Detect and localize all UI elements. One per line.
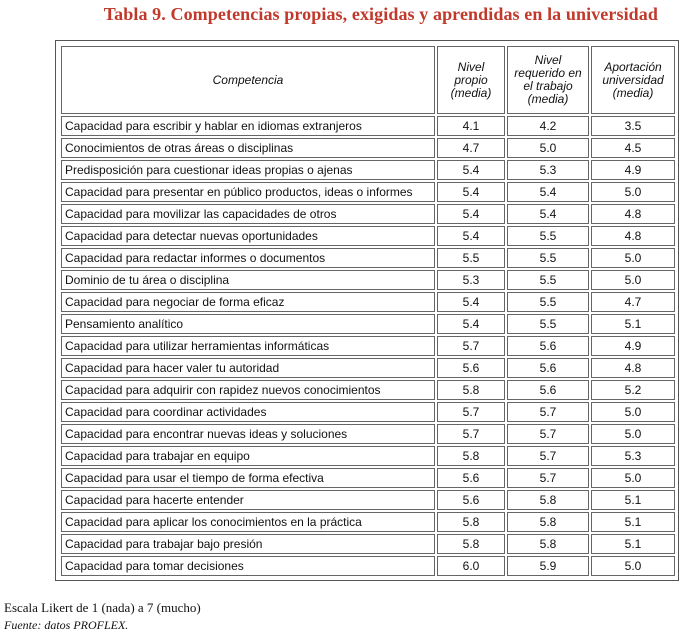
nivel-propio-cell: 4.7: [437, 138, 505, 158]
nivel-propio-cell: 5.4: [437, 182, 505, 202]
nivel-propio-cell: 5.3: [437, 270, 505, 290]
table-row: [61, 248, 675, 268]
table-row: [61, 204, 675, 224]
nivel-propio-cell: 5.6: [437, 468, 505, 488]
nivel-requerido-cell: 5.5: [507, 270, 589, 290]
table-body: [61, 116, 675, 576]
aportacion-cell: 5.0: [591, 424, 675, 444]
nivel-propio-cell: 5.8: [437, 446, 505, 466]
header-nivel-requerido: Nivel requerido en el trabajo (media): [507, 46, 589, 114]
header-aportacion: Aportación universidad (media): [591, 46, 675, 114]
nivel-propio-cell: 5.7: [437, 424, 505, 444]
aportacion-cell: 4.9: [591, 160, 675, 180]
aportacion-cell: 5.2: [591, 380, 675, 400]
nivel-requerido-cell: 5.9: [507, 556, 589, 576]
competencia-cell: Conocimientos de otras áreas o disciplinas: [61, 138, 435, 158]
nivel-propio-cell: 5.4: [437, 226, 505, 246]
competencia-cell: Capacidad para movilizar las capacidades de otros: [61, 204, 435, 224]
table-row: [61, 336, 675, 356]
nivel-requerido-cell: 5.3: [507, 160, 589, 180]
source-note: Fuente: datos PROFLEX.: [4, 618, 129, 632]
competencia-cell: Capacidad para hacerte entender: [61, 490, 435, 510]
nivel-requerido-cell: 5.6: [507, 358, 589, 378]
aportacion-cell: 5.1: [591, 512, 675, 532]
nivel-propio-cell: 5.5: [437, 248, 505, 268]
nivel-requerido-cell: 5.5: [507, 292, 589, 312]
competencia-cell: Capacidad para utilizar herramientas informáticas: [61, 336, 435, 356]
table-row: [61, 182, 675, 202]
nivel-propio-cell: 5.6: [437, 490, 505, 510]
table-row: [61, 314, 675, 334]
table-frame: [55, 40, 679, 581]
nivel-requerido-cell: 5.6: [507, 336, 589, 356]
table-row: [61, 402, 675, 422]
table-row: [61, 292, 675, 312]
aportacion-cell: 5.3: [591, 446, 675, 466]
nivel-requerido-cell: 5.5: [507, 226, 589, 246]
table-row: [61, 358, 675, 378]
competencia-cell: Capacidad para escribir y hablar en idiomas extranjeros: [61, 116, 435, 136]
header-competencia: Competencia: [61, 46, 435, 114]
table-row: [61, 446, 675, 466]
nivel-requerido-cell: 5.5: [507, 248, 589, 268]
table-row: [61, 270, 675, 290]
nivel-requerido-cell: 5.7: [507, 424, 589, 444]
nivel-requerido-cell: 5.4: [507, 204, 589, 224]
competencia-cell: Capacidad para aplicar los conocimientos en la práctica: [61, 512, 435, 532]
table-row: [61, 116, 675, 136]
nivel-propio-cell: 5.4: [437, 204, 505, 224]
likert-footnote: Escala Likert de 1 (nada) a 7 (mucho): [4, 600, 201, 615]
aportacion-cell: 5.0: [591, 270, 675, 290]
nivel-propio-cell: 6.0: [437, 556, 505, 576]
table-row: [61, 424, 675, 444]
nivel-requerido-cell: 5.7: [507, 446, 589, 466]
aportacion-cell: 5.0: [591, 556, 675, 576]
competencia-cell: Capacidad para adquirir con rapidez nuevos conocimientos: [61, 380, 435, 400]
nivel-requerido-cell: 5.8: [507, 534, 589, 554]
nivel-propio-cell: 5.4: [437, 292, 505, 312]
nivel-requerido-cell: 5.0: [507, 138, 589, 158]
aportacion-cell: 4.7: [591, 292, 675, 312]
table-row: [61, 226, 675, 246]
aportacion-cell: 5.1: [591, 534, 675, 554]
nivel-propio-cell: 5.6: [437, 358, 505, 378]
table-row: [61, 490, 675, 510]
competencia-cell: Predisposición para cuestionar ideas propias o ajenas: [61, 160, 435, 180]
nivel-requerido-cell: 5.5: [507, 314, 589, 334]
aportacion-cell: 5.0: [591, 402, 675, 422]
aportacion-cell: 5.1: [591, 490, 675, 510]
nivel-propio-cell: 4.1: [437, 116, 505, 136]
nivel-propio-cell: 5.7: [437, 402, 505, 422]
competencias-table: [59, 44, 677, 578]
aportacion-cell: 4.9: [591, 336, 675, 356]
nivel-requerido-cell: 5.4: [507, 182, 589, 202]
table-row: [61, 556, 675, 576]
table-title: Tabla 9. Competencias propias, exigidas y aprendidas en la universidad: [103, 4, 658, 24]
aportacion-cell: 5.0: [591, 248, 675, 268]
competencia-cell: Pensamiento analítico: [61, 314, 435, 334]
aportacion-cell: 5.1: [591, 314, 675, 334]
competencia-cell: Capacidad para trabajar en equipo: [61, 446, 435, 466]
competencia-cell: Capacidad para redactar informes o documentos: [61, 248, 435, 268]
nivel-propio-cell: 5.4: [437, 160, 505, 180]
aportacion-cell: 3.5: [591, 116, 675, 136]
header-nivel-propio: Nivel propio (media): [437, 46, 505, 114]
nivel-propio-cell: 5.8: [437, 512, 505, 532]
nivel-requerido-cell: 4.2: [507, 116, 589, 136]
competencia-cell: Capacidad para presentar en público productos, ideas o informes: [61, 182, 435, 202]
header-row: [61, 46, 675, 114]
competencia-cell: Capacidad para negociar de forma eficaz: [61, 292, 435, 312]
nivel-requerido-cell: 5.8: [507, 490, 589, 510]
competencia-cell: Capacidad para tomar decisiones: [61, 556, 435, 576]
competencia-cell: Capacidad para encontrar nuevas ideas y soluciones: [61, 424, 435, 444]
table-row: [61, 534, 675, 554]
nivel-propio-cell: 5.8: [437, 534, 505, 554]
aportacion-cell: 4.8: [591, 226, 675, 246]
competencia-cell: Capacidad para detectar nuevas oportunidades: [61, 226, 435, 246]
nivel-propio-cell: 5.7: [437, 336, 505, 356]
table-row: [61, 512, 675, 532]
aportacion-cell: 4.8: [591, 204, 675, 224]
nivel-propio-cell: 5.8: [437, 380, 505, 400]
nivel-requerido-cell: 5.6: [507, 380, 589, 400]
competencia-cell: Capacidad para usar el tiempo de forma efectiva: [61, 468, 435, 488]
nivel-requerido-cell: 5.8: [507, 512, 589, 532]
competencia-cell: Capacidad para hacer valer tu autoridad: [61, 358, 435, 378]
competencia-cell: Capacidad para trabajar bajo presión: [61, 534, 435, 554]
competencia-cell: Capacidad para coordinar actividades: [61, 402, 435, 422]
nivel-requerido-cell: 5.7: [507, 402, 589, 422]
nivel-requerido-cell: 5.7: [507, 468, 589, 488]
aportacion-cell: 5.0: [591, 468, 675, 488]
table-row: [61, 138, 675, 158]
aportacion-cell: 5.0: [591, 182, 675, 202]
table-row: [61, 160, 675, 180]
table-row: [61, 380, 675, 400]
nivel-propio-cell: 5.4: [437, 314, 505, 334]
competencia-cell: Dominio de tu área o disciplina: [61, 270, 435, 290]
aportacion-cell: 4.8: [591, 358, 675, 378]
table-row: [61, 468, 675, 488]
aportacion-cell: 4.5: [591, 138, 675, 158]
